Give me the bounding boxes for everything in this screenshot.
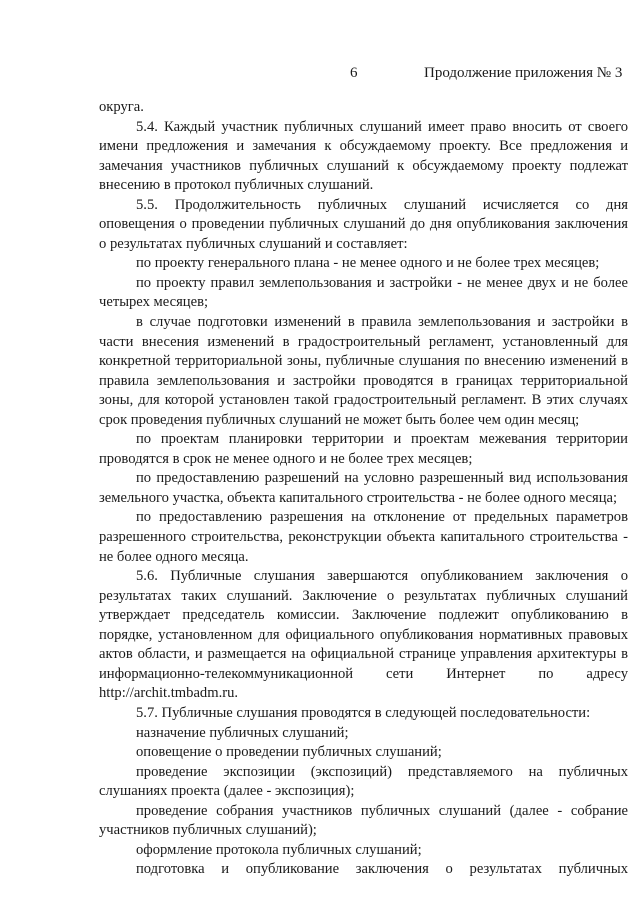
list-item-rules-changes: в случае подготовки изменений в правила землепользования и застройки в части внесения изменений в градостроительный регламент, установленный для конкретной территориальной зоны, публичные слушания по внесению изменений в правила землепользования и застройки проводятся в границах территориальной зоны, для которой установлен такой градостроительный регламент. В этих случаях срок проведения публичных слушаний не может быть более чем один месяц;: [99, 314, 628, 428]
paragraph-continuation: округа.: [99, 99, 144, 115]
paragraph-5-6: 5.6. Публичные слушания завершаются опубликованием заключения о результатах таких слушаний. Заключение о результатах публичных слушаний утверждает председатель комиссии. Заключение подлежит опубликованию в порядке, установленном для официального опубликования нормативных правовых актов области, и размещается на официальной странице управления архитектуры в информационно-телекоммуникационной сети Интернет по адресу http://archit.tmbadm.ru.: [99, 568, 628, 702]
list-item-general-plan: по проекту генерального плана - не менее одного и не более трех месяцев;: [136, 255, 600, 272]
list-item-notification: оповещение о проведении публичных слушаний;: [136, 744, 442, 761]
list-item-conclusion: подготовка и опубликование заключения о результатах публичных: [136, 861, 628, 878]
body-text: [99, 98, 628, 880]
paragraph-5-4: 5.4. Каждый участник публичных слушаний имеет право вносить от своего имени предложения и замечания к обсуждаемому проекту. Все предложения и замечания участников публичных слушаний к обсуждаемому проекту подлежат внесению в протокол публичных слушаний.: [99, 118, 628, 194]
list-item-land-use-rules: по проекту правил землепользования и застройки - не менее двух и не более четырех месяцев;: [99, 274, 628, 311]
list-item-meeting: проведение собрания участников публичных слушаний (далее - собрание участников публичных слушаний);: [99, 802, 628, 839]
list-item-conditional-use: по предоставлению разрешений на условно разрешенный вид использования земельного участка, объекта капитального строительства - не более одного месяца;: [99, 470, 628, 506]
list-item-exposition: проведение экспозиции (экспозиций) представляемого на публичных слушаниях проекта (далее - экспозиция);: [99, 763, 628, 800]
paragraph-5-5: 5.5. Продолжительность публичных слушаний исчисляется со дня оповещения о проведении публичных слушаний до дня опубликования заключения о результатах публичных слушаний и составляет:: [99, 196, 628, 252]
paragraph-5-7: 5.7. Публичные слушания проводятся в следующей последовательности:: [136, 704, 591, 721]
list-item-protocol: оформление протокола публичных слушаний;: [136, 841, 422, 858]
page-number: 6: [350, 65, 358, 81]
running-head: Продолжение приложения № 3: [424, 65, 623, 81]
list-item-deviation-permit: по предоставлению разрешения на отклонение от предельных параметров разрешенного строительства, реконструкции объекта капитального строительства - не более одного месяца.: [99, 509, 628, 565]
list-item-appointment: назначение публичных слушаний;: [136, 724, 349, 741]
list-item-planning-projects: по проектам планировки территории и проектам межевания территории проводятся в срок не менее одного и не более трех месяцев;: [99, 431, 628, 467]
